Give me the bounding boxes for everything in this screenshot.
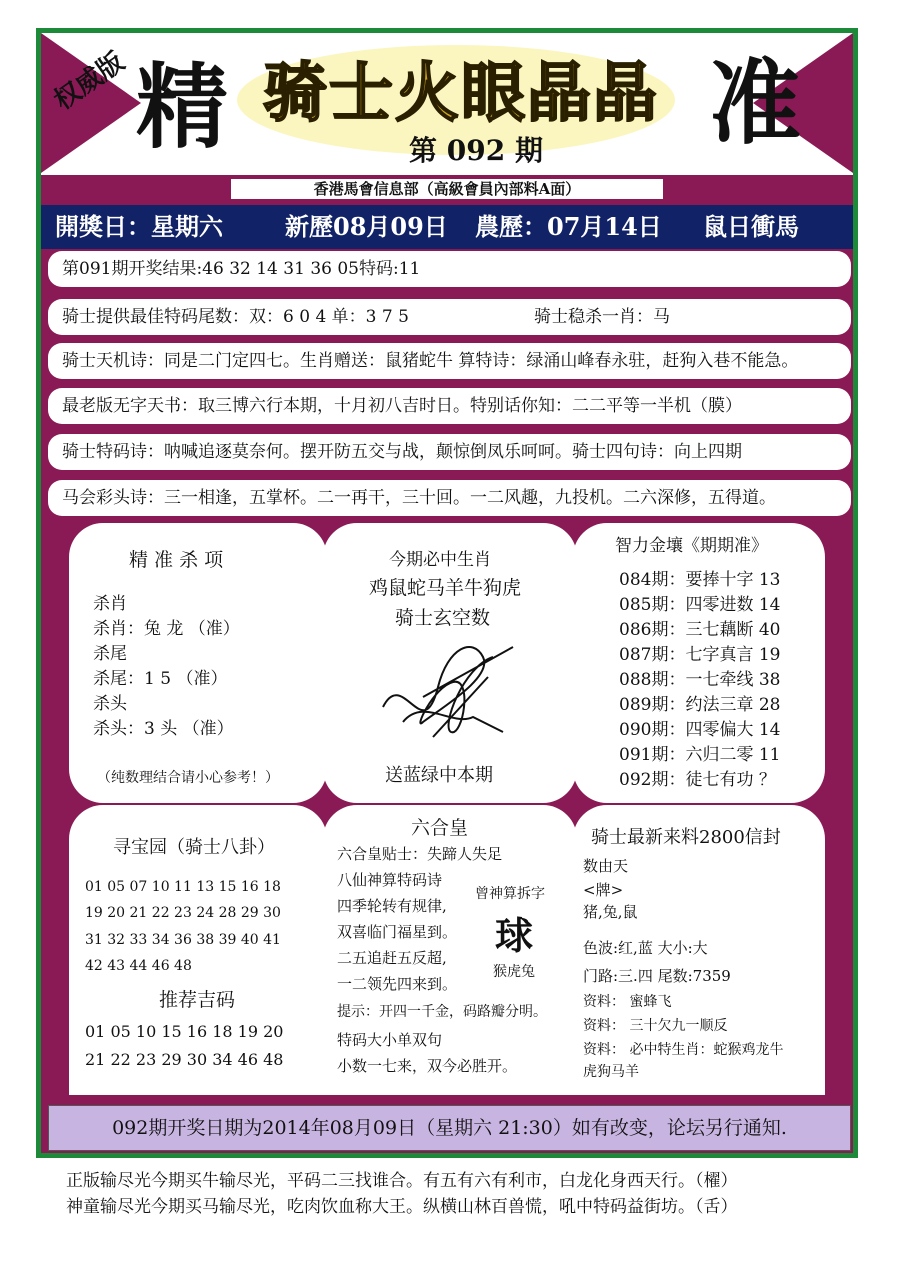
- info-line-horse: 马会彩头诗：三一相逢，五掌杯。二一再干，三十回。一二风趣，九投机。二六深修，五得道。: [48, 480, 851, 516]
- page-title: 骑士火眼晶晶: [263, 56, 659, 131]
- zhili-row: 091期：六归二零 11: [619, 745, 781, 765]
- kill-box-title: 精 准 杀 项: [129, 549, 224, 571]
- lucky-nums: 21 22 23 29 30 34 46 48: [85, 1050, 284, 1069]
- zhili-row: 084期：要捧十字 13: [619, 570, 781, 590]
- zhili-row: 085期：四零进数 14: [619, 595, 781, 615]
- zhili-box: [573, 523, 825, 803]
- envelope-line: 资料： 必中特生肖：蛇猴鸡龙牛: [583, 1042, 784, 1058]
- envelope-line: 猪,兔,鼠: [583, 903, 638, 921]
- lunar-date: 農歷：07月14日: [475, 212, 662, 241]
- char-left: 精: [136, 53, 229, 161]
- bottom-line: 正版输尽光今期买牛输尽光，平码二三找谁合。有五有六有利市，白龙化身西天行。（櫂）: [66, 1171, 738, 1191]
- info-line-tail: [48, 299, 851, 335]
- treasure-nums: 42 43 44 46 48: [85, 958, 192, 974]
- signature-icon: [363, 627, 533, 747]
- zodiac-animals: 鸡鼠蛇马羊牛狗虎: [369, 577, 522, 599]
- info-line-special: 骑士特码诗：呐喊追逐莫奈何。摆开防五交与战，颠惊倒凤乐呵呵。骑士四句诗：向上四期: [48, 434, 851, 470]
- envelope-line: 虎狗马羊: [583, 1064, 639, 1080]
- envelope-title: 骑士最新来料2800信封: [591, 827, 781, 848]
- zhili-row: 089期：约法三章 28: [619, 695, 781, 715]
- kill-row: 杀尾：1 5 （准）: [93, 669, 228, 689]
- envelope-box: [573, 805, 825, 1095]
- treasure-nums: 19 20 21 22 23 24 28 29 30: [85, 905, 281, 921]
- envelope-line: 资料： 蜜蜂飞: [583, 994, 672, 1010]
- kill-row: 杀尾: [93, 644, 127, 664]
- treasure-nums: 31 32 33 34 36 38 39 40 41: [85, 932, 281, 948]
- liuhe-line: 小数一七来，双今必胜开。: [337, 1057, 518, 1075]
- subtitle-bar: 香港馬會信息部（高級會員內部料A面）: [231, 179, 663, 199]
- liuhe-title: 六合皇: [411, 817, 469, 839]
- zhili-title: 智力金壤《期期准》: [615, 536, 768, 556]
- zodiac-footer: 送蓝绿中本期: [385, 765, 493, 786]
- zhili-row: 087期：七字真言 19: [619, 645, 781, 665]
- clash-day: 鼠日衝馬: [703, 212, 799, 241]
- envelope-line: 色波:红,蓝 大小:大: [583, 939, 708, 957]
- date-bar: [41, 205, 853, 249]
- treasure-nums: 01 05 07 10 11 13 15 16 18: [85, 879, 281, 895]
- liuhe-line: 四季轮转有规律,: [337, 897, 447, 915]
- zodiac-title: 今期必中生肖: [389, 550, 491, 570]
- liuhe-box: [323, 805, 577, 1095]
- treasure-box: [69, 805, 327, 1095]
- lucky-nums: 01 05 10 15 16 18 19 20: [85, 1022, 284, 1041]
- zhili-row: 086期：三七藕断 40: [619, 620, 781, 640]
- zeng-title: 曾神算拆字: [475, 886, 545, 902]
- envelope-line: 门路:三.四 尾数:7359: [583, 967, 731, 985]
- liuhe-line: 双喜临门福星到。: [337, 923, 458, 941]
- liuhe-line: 特码大小单双句: [337, 1031, 443, 1049]
- liuhe-line: 一二领先四来到。: [337, 975, 458, 993]
- liuhe-line: 六合皇贴士：失蹄人失足: [337, 845, 503, 863]
- lucky-title: 推荐吉码: [159, 989, 236, 1011]
- envelope-line: 数由天: [583, 857, 629, 875]
- char-right: 准: [709, 49, 802, 157]
- kill-row: 杀肖：兔 龙 （准）: [93, 619, 240, 639]
- zhili-row: 088期：一七牵线 38: [619, 670, 781, 690]
- zeng-sub: 猴虎兔: [493, 964, 535, 980]
- kill-row: 杀肖: [93, 594, 127, 614]
- kill-row: 杀头: [93, 694, 127, 714]
- info-line-kill: 骑士稳杀一肖：马: [534, 307, 670, 327]
- header: [41, 33, 853, 175]
- zhili-row: 092期：徒七有功 ？: [619, 770, 776, 790]
- zodiac-box: [323, 523, 577, 803]
- bottom-line: 神童输尽光今期买马输尽光，吃肉饮血称大王。纵横山林百兽慌，吼中特码益街坊。（舌）: [66, 1197, 738, 1217]
- liuhe-line: 二五追赶五反超,: [337, 949, 447, 967]
- zodiac-line3: 骑士玄空数: [395, 607, 491, 629]
- footer-notice: 092期开奖日期为2014年08月09日（星期六 21:30）如有改变，论坛另行通知.: [48, 1105, 851, 1151]
- treasure-title: 寻宝园（骑士八卦）: [113, 837, 275, 858]
- edition-label: 权威版: [48, 46, 130, 117]
- zhili-row: 090期：四零偏大 14: [619, 720, 781, 740]
- info-line-results: 第091期开奖结果:46 32 14 31 36 05特码:11: [48, 251, 851, 287]
- info-line-book: 最老版无字天书：取三博六行本期，十月初八吉时日。特别话你知：二二平等一半机（膜）: [48, 388, 851, 424]
- zeng-char: 球: [495, 913, 534, 958]
- envelope-line: <牌>: [583, 881, 624, 899]
- issue-number: 第 092 期: [409, 134, 543, 167]
- draw-day: 開獎日：星期六: [55, 212, 223, 241]
- liuhe-line: 提示：开四一千金，码路瓣分明。: [337, 1004, 547, 1020]
- kill-note: （纯数理结合请小心参考！）: [97, 770, 279, 786]
- poster-frame: [36, 28, 858, 1158]
- envelope-line: 资料： 三十欠九一顺反: [583, 1018, 728, 1034]
- kill-box: [69, 523, 327, 803]
- liuhe-line: 八仙神算特码诗: [337, 871, 443, 889]
- kill-row: 杀头：3 头 （准）: [93, 719, 234, 739]
- solar-date: 新歷08月09日: [285, 212, 448, 241]
- info-line-tail-text: 骑士提供最佳特码尾数：双：6 0 4 单：3 7 5: [62, 307, 409, 327]
- info-line-poem: 骑士天机诗：同是二门定四七。生肖赠送：鼠猪蛇牛 算特诗：绿涌山峰春永驻，赶狗入巷不能急。: [48, 343, 851, 379]
